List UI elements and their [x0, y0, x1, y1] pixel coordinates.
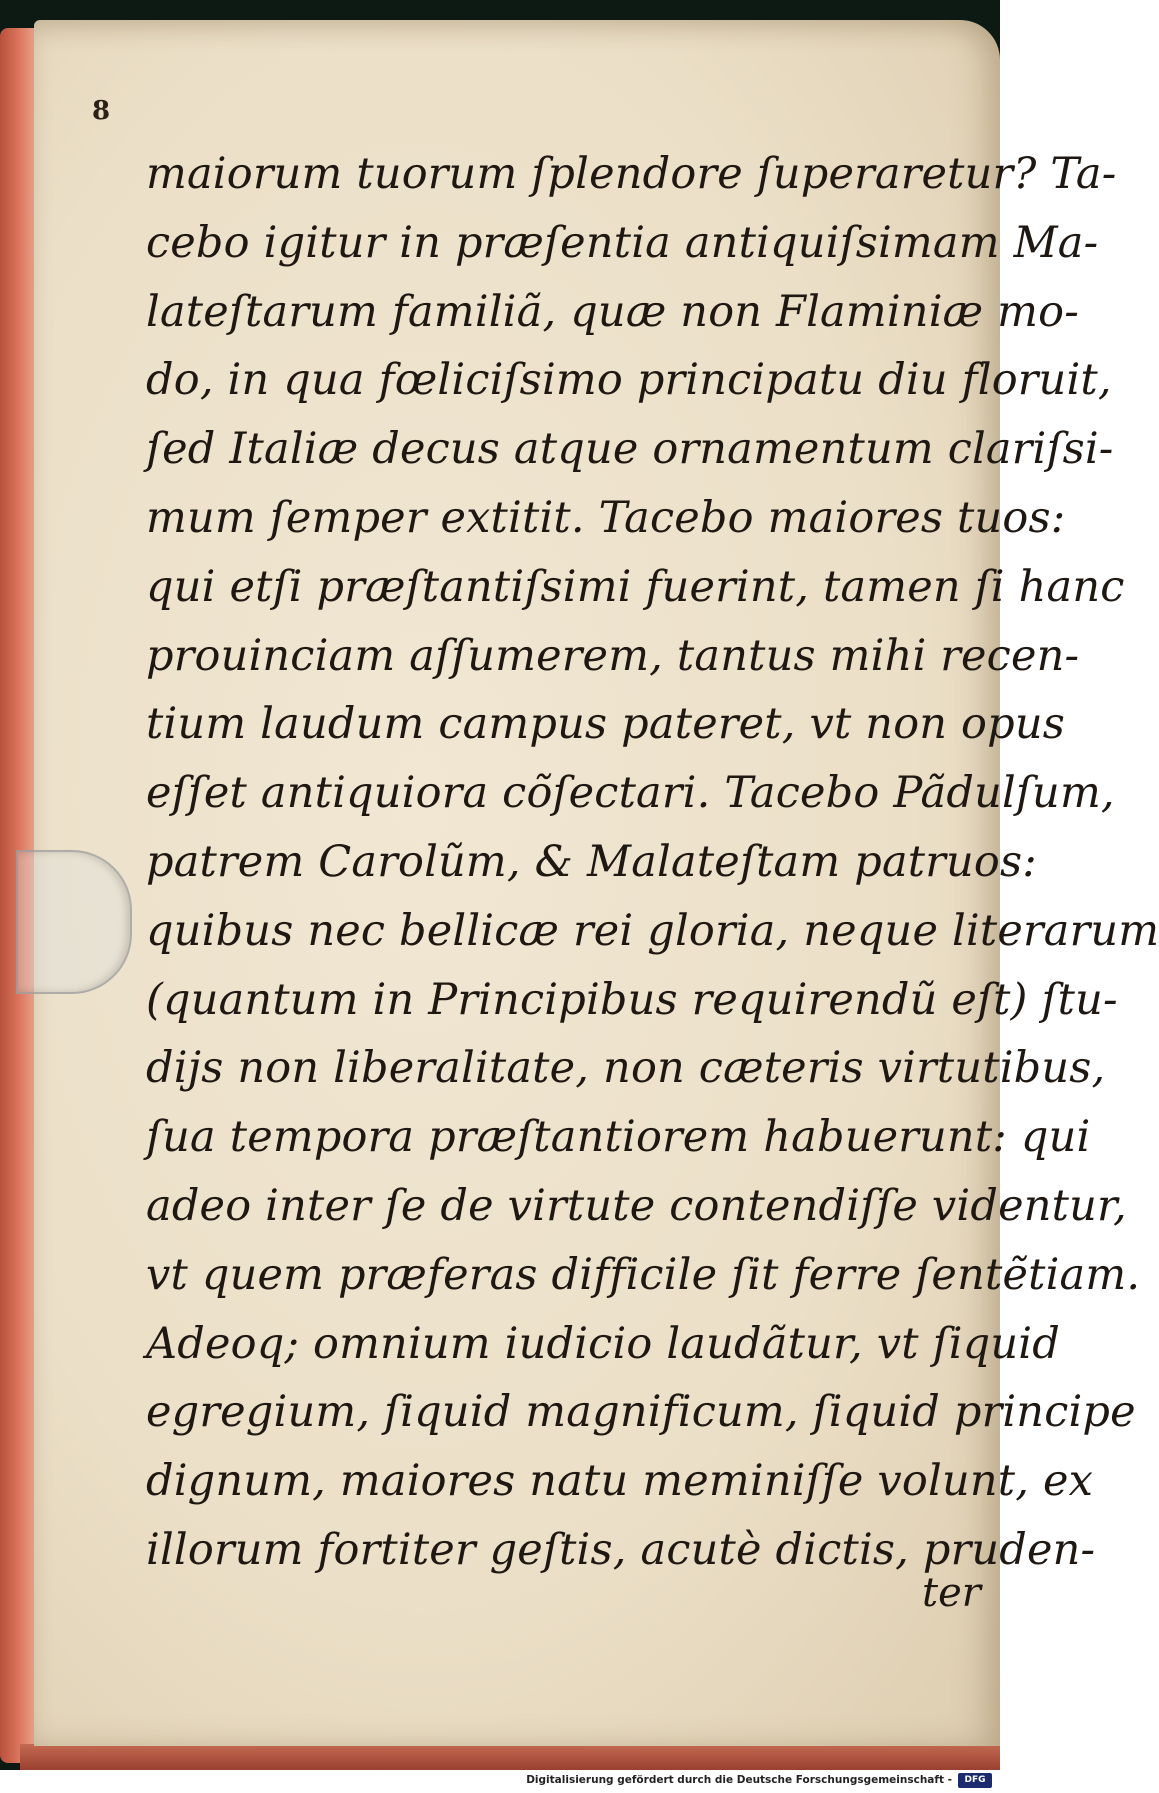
text-line: dijs non liberalitate, non cæteris virtutibus,: [146, 1043, 1106, 1094]
book-bottom-edge: [20, 1744, 1000, 1770]
body-text: [146, 140, 1159, 1585]
text-line: (quantum in Principibus requirendũ eſt) ſtu-: [146, 974, 1118, 1025]
digitization-footer: [0, 1770, 1000, 1793]
funding-credit: Digitalisierung gefördert durch die Deutsche Forschungsgemeinschaft -: [526, 1774, 952, 1786]
text-line: quibus nec bellicæ rei gloria, neque literarum: [146, 905, 1159, 956]
text-line: tium laudum campus pateret, vt non opus: [146, 699, 1066, 750]
text-line: illorum fortiter geſtis, acutè dictis, pruden-: [146, 1524, 1096, 1575]
text-line: egregium, ſiquid magnificum, ſiquid principe: [146, 1387, 1136, 1438]
page-number: 8: [92, 96, 111, 126]
text-line: patrem Carolũm, & Malateſtam patruos:: [146, 836, 1037, 887]
text-line: do, in qua fœliciſsimo principatu diu floruit,: [146, 355, 1112, 406]
catchword: ter: [922, 1570, 981, 1616]
text-line: maiorum tuorum ſplendore ſuperaretur? Ta-: [146, 149, 1117, 199]
text-line: mum ſemper extitit. Tacebo maiores tuos:: [146, 492, 1066, 543]
text-line: Adeoq; omnium iudicio laudãtur, vt ſiquid: [146, 1318, 1060, 1369]
text-line: cebo igitur in præſentia antiquiſsimam Ma-: [146, 217, 1099, 268]
dfg-logo: DFG: [958, 1773, 992, 1788]
text-line: ſed Italiæ decus atque ornamentum clariſsi-: [146, 424, 1114, 475]
text-line: adeo inter ſe de virtute contendiſſe videntur,: [146, 1180, 1127, 1231]
text-line: dignum, maiores natu meminiſſe volunt, ex: [146, 1456, 1094, 1507]
paper-clip: [16, 850, 132, 994]
text-line: ſua tempora præſtantiorem habuerunt: qui: [146, 1112, 1091, 1163]
text-line: eſſet antiquiora cõſectari. Tacebo Pãdulſum,: [146, 768, 1115, 819]
text-line: prouinciam aſſumerem, tantus mihi recen-: [146, 630, 1080, 681]
text-line: qui etſi præſtantiſsimi fuerint, tamen ſi hanc: [146, 561, 1125, 612]
text-line: vt quem præferas difficile ſit ferre ſentẽtiam.: [146, 1249, 1141, 1300]
text-line: lateſtarum familiã, quæ non Flaminiæ mo-: [146, 286, 1079, 337]
